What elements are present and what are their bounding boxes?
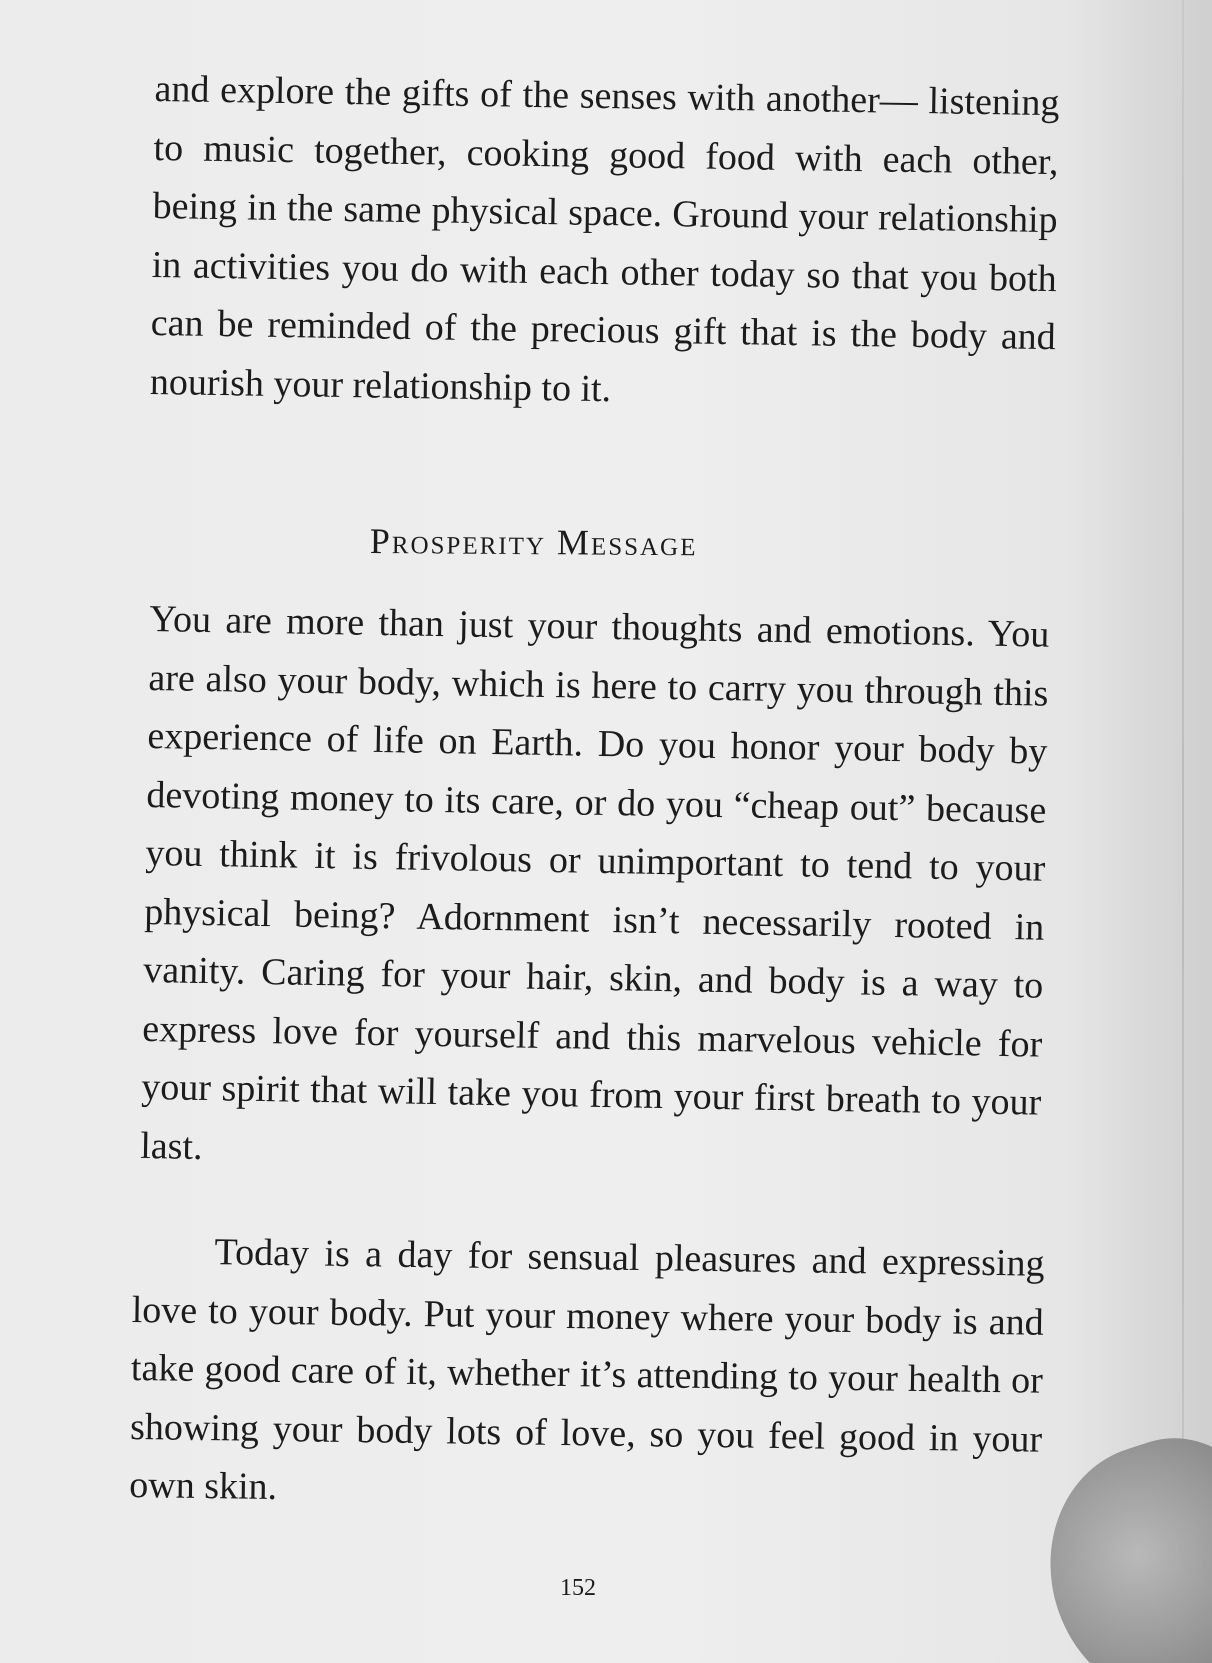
section-heading: Prosperity Message	[369, 521, 698, 564]
body-paragraph-1: You are more than just your thoughts and emotions. You are also your body, which is here to carry you through this experience of life on Earth. Do you honor your body by devoting money to its care, or do you “cheap out” because you think it is frivolous or unimportant to tend to your physical being? Adornment isn’t necessarily rooted in vanity. Caring for your hair, skin, and body is a way to express love for yourself and this marvelous vehicle for your spirit that will take you from your first breath to your last.	[139, 597, 1050, 1168]
page-number: 152	[560, 1575, 596, 1601]
thumb-shadow	[1017, 1414, 1212, 1663]
page-edge	[1182, 0, 1184, 1663]
body-paragraph-2: Today is a day for sensual pleasures and expressing love to your body. Put your money where your body is and take good care of it, whether it’s attending to your health or showing your body lots of love, so you feel good in your own skin.	[129, 1231, 1045, 1509]
continued-paragraph: and explore the gifts of the senses with another— listening to music together, cooking good food with each other, being in the same physical space. Ground your relationship in activities you do with each other today so that you both can be reminded of the precious gift that is the body and nourish your relationship to it.	[149, 67, 1060, 410]
